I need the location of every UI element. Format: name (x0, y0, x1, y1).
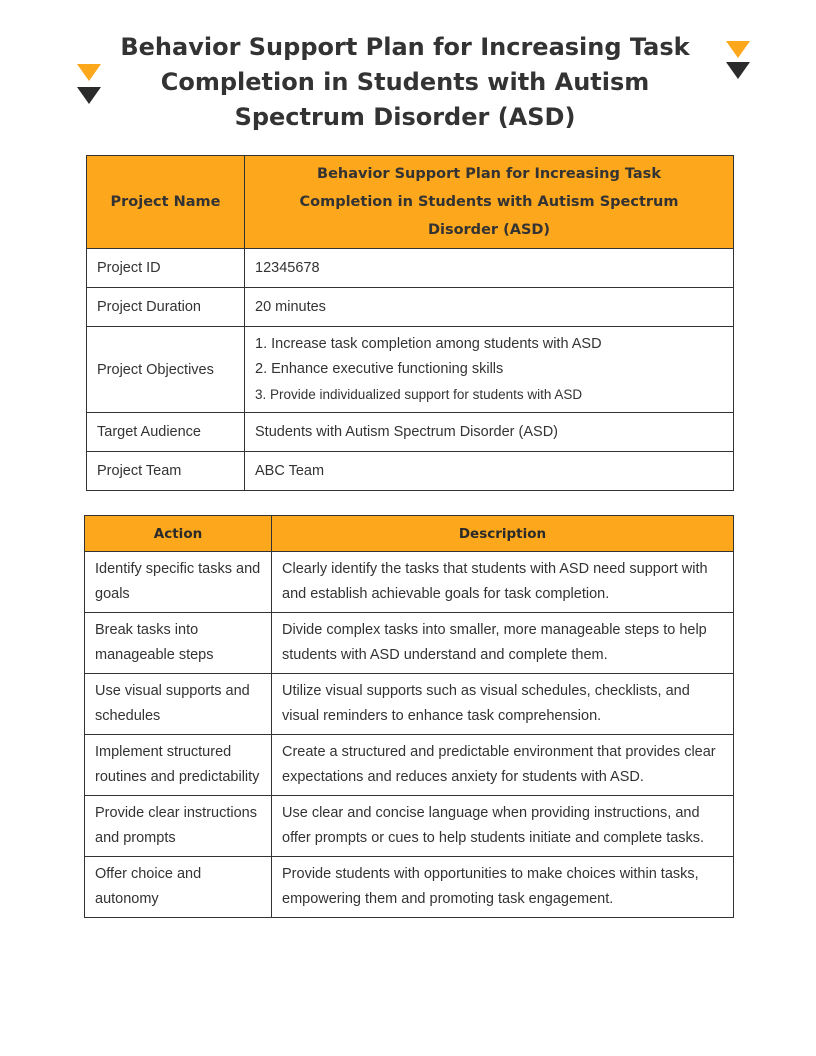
description-cell: Divide complex tasks into smaller, more manageable steps to help students with ASD understand and complete them. (272, 613, 734, 674)
project-id-row (87, 249, 734, 288)
action-cell: Identify specific tasks and goals (85, 552, 272, 613)
description-column-header: Description (272, 516, 734, 552)
project-duration-value: 20 minutes (245, 288, 734, 327)
project-info-table (86, 155, 734, 491)
objective-item: 2. Enhance executive functioning skills (255, 361, 504, 377)
project-name-label: Project Name (87, 156, 245, 249)
action-column-header: Action (85, 516, 272, 552)
description-cell: Clearly identify the tasks that students with ASD need support with and establish achievable goals for task completion. (272, 552, 734, 613)
project-duration-row (87, 288, 734, 327)
description-cell: Use clear and concise language when providing instructions, and offer prompts or cues to help students initiate and complete tasks. (272, 796, 734, 857)
project-name-value: Behavior Support Plan for Increasing Task Completion in Students with Autism Spectrum Disorder (ASD) (245, 156, 734, 249)
table-row (85, 796, 734, 857)
project-objectives-row (87, 327, 734, 413)
orange-triangle-right-icon (726, 41, 750, 58)
project-team-value: ABC Team (245, 452, 734, 491)
orange-triangle-left-icon (77, 64, 101, 81)
target-audience-row (87, 413, 734, 452)
table-row (85, 857, 734, 918)
project-team-label: Project Team (87, 452, 245, 491)
project-name-row (87, 156, 734, 249)
project-objectives-list (245, 327, 734, 413)
action-cell: Offer choice and autonomy (85, 857, 272, 918)
table-row (85, 735, 734, 796)
target-audience-value: Students with Autism Spectrum Disorder (ASD) (245, 413, 734, 452)
objective-item: 3. Provide individualized support for students with ASD (255, 387, 583, 402)
action-cell: Use visual supports and schedules (85, 674, 272, 735)
action-cell: Break tasks into manageable steps (85, 613, 272, 674)
project-duration-label: Project Duration (87, 288, 245, 327)
project-id-label: Project ID (87, 249, 245, 288)
project-team-row (87, 452, 734, 491)
description-cell: Provide students with opportunities to make choices within tasks, empowering them and promoting task engagement. (272, 857, 734, 918)
table-row (85, 613, 734, 674)
target-audience-label: Target Audience (87, 413, 245, 452)
action-cell: Provide clear instructions and prompts (85, 796, 272, 857)
dark-triangle-right-icon (726, 62, 750, 79)
project-objectives-label: Project Objectives (87, 327, 245, 413)
action-cell: Implement structured routines and predictability (85, 735, 272, 796)
actions-header-row (85, 516, 734, 552)
objective-item: 1. Increase task completion among students with ASD (255, 336, 602, 352)
page-title: Behavior Support Plan for Increasing Task Completion in Students with Autism Spectrum Disorder (ASD) (120, 33, 690, 131)
actions-table (84, 515, 734, 918)
table-row (85, 674, 734, 735)
description-cell: Utilize visual supports such as visual schedules, checklists, and visual reminders to enhance task comprehension. (272, 674, 734, 735)
description-cell: Create a structured and predictable environment that provides clear expectations and reduces anxiety for students with ASD. (272, 735, 734, 796)
project-id-value: 12345678 (245, 249, 734, 288)
dark-triangle-left-icon (77, 87, 101, 104)
table-row (85, 552, 734, 613)
